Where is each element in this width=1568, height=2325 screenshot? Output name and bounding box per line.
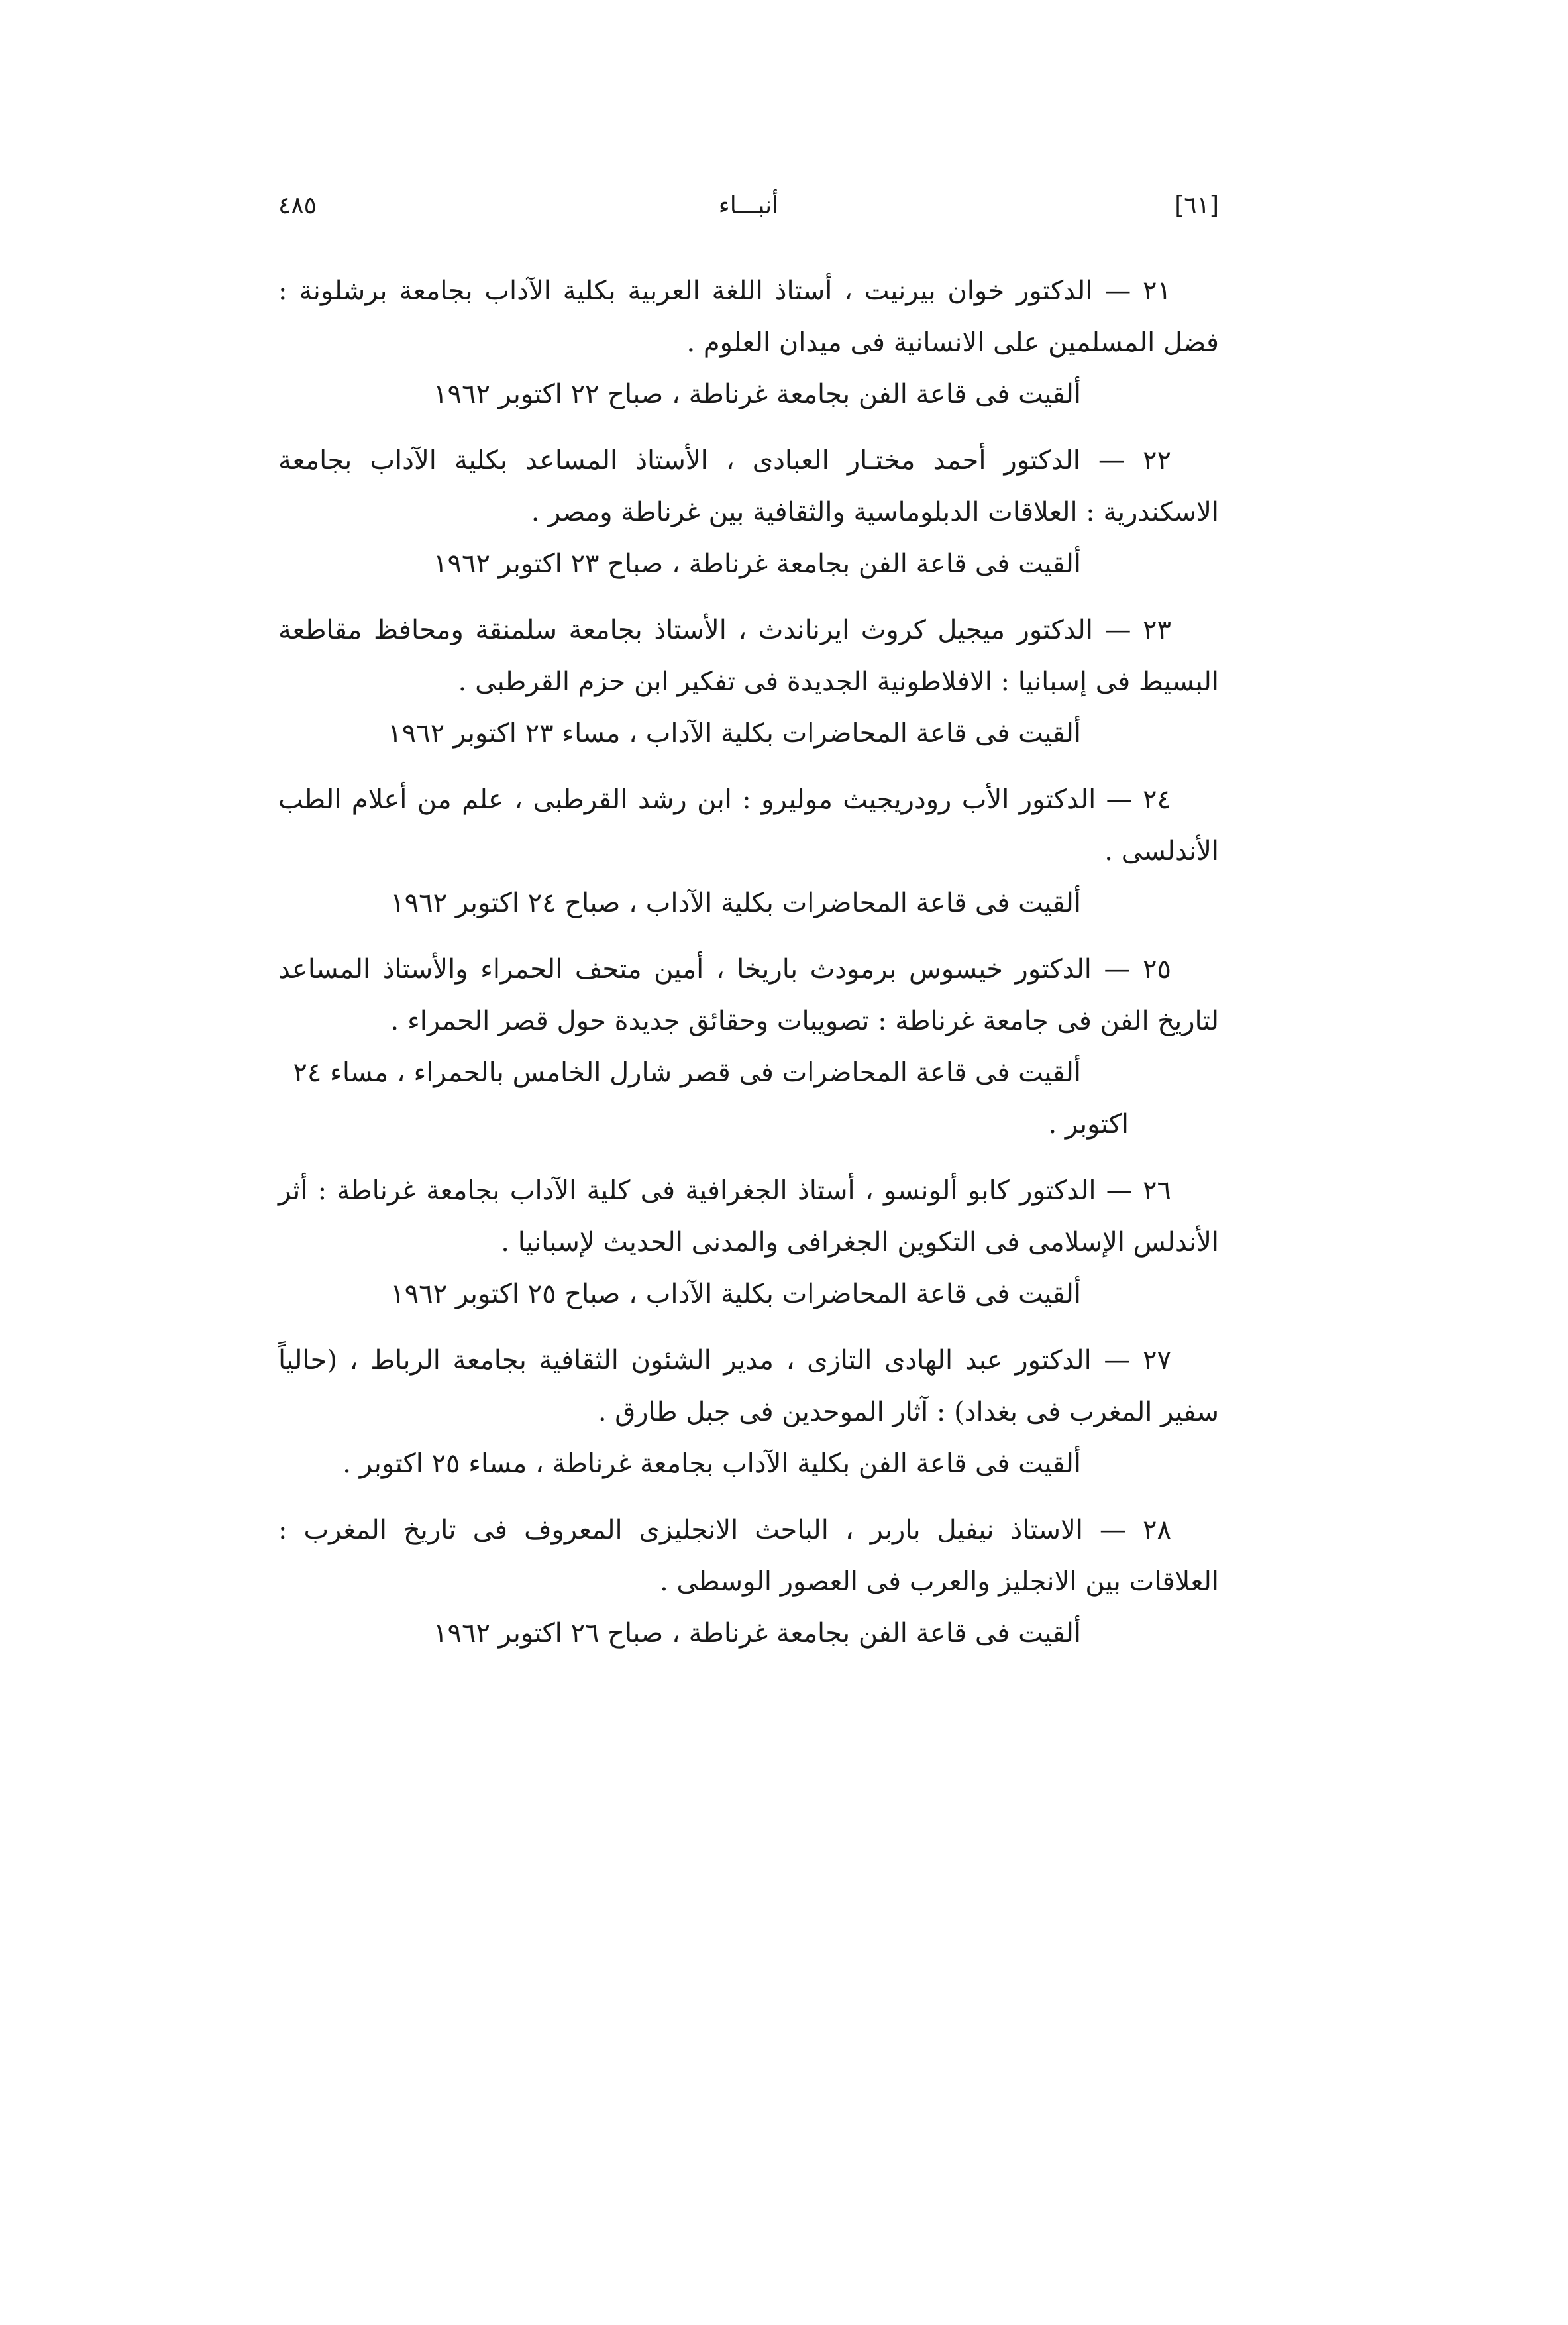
lecture-delivery-note: ألقيت فى قاعة الفن بكلية الآداب بجامعة غرناطة ، مساء ٢٥ اكتوبر . xyxy=(342,1448,1081,1479)
lecture-delivery-note: ألقيت فى قاعة المحاضرات بكلية الآداب ، مساء ٢٣ اكتوبر ١٩٦٢ xyxy=(388,718,1081,749)
page-header xyxy=(278,192,1219,245)
lecture-entry xyxy=(278,1334,1219,1489)
lecture-description: ٢٣ — الدكتور ميجيل كروث ايرناندث ، الأستاذ بجامعة سلمنقة ومحافظ مقاطعة البسيط فى إسبانيا : الافلاطونية الجديدة فى تفكير ابن حزم القرطبى . xyxy=(278,615,1219,697)
lecture-delivery-note: ألقيت فى قاعة الفن بجامعة غرناطة ، صباح ٢٦ اكتوبر ١٩٦٢ xyxy=(433,1618,1081,1649)
lecture-description: ٢١ — الدكتور خوان بيرنيت ، أستاذ اللغة العربية بكلية الآداب بجامعة برشلونة : فضل المسلمين على الانسانية فى ميدان العلوم . xyxy=(278,276,1219,358)
lecture-list xyxy=(278,265,1219,1674)
lecture-entry xyxy=(278,774,1219,929)
lecture-entry xyxy=(278,265,1219,420)
lecture-entry xyxy=(278,435,1219,590)
lecture-description: ٢٧ — الدكتور عبد الهادى التازى ، مدير الشئون الثقافية بجامعة الرباط ، (حالياً سفير المغرب فى بغداد) : آثار الموحدين فى جبل طارق . xyxy=(278,1345,1219,1427)
lecture-description: ٢٦ — الدكتور كابو ألونسو ، أستاذ الجغرافية فى كلية الآداب بجامعة غرناطة : أثر الأندلس الإسلامى فى التكوين الجغرافى والمدنى الحديث لإسبانيا . xyxy=(278,1175,1219,1258)
lecture-delivery-note: ألقيت فى قاعة المحاضرات فى قصر شارل الخامس بالحمراء ، مساء ٢٤ اكتوبر . xyxy=(293,1057,1129,1140)
lecture-delivery-note: ألقيت فى قاعة الفن بجامعة غرناطة ، صباح ٢٣ اكتوبر ١٩٦٢ xyxy=(433,549,1081,579)
lecture-description: ٢٢ — الدكتور أحمد مختـار العبادى ، الأستاذ المساعد بكلية الآداب بجامعة الاسكندرية : العلاقات الدبلوماسية والثقافية بين غرناطة ومصر . xyxy=(278,445,1219,527)
lecture-delivery-note: ألقيت فى قاعة المحاضرات بكلية الآداب ، صباح ٢٤ اكتوبر ١٩٦٢ xyxy=(390,888,1081,918)
section-number: [٦١] xyxy=(1175,192,1219,219)
lecture-description: ٢٨ — الاستاذ نيفيل باربر ، الباحث الانجليزى المعروف فى تاريخ المغرب : العلاقات بين الانجليز والعرب فى العصور الوسطى . xyxy=(278,1515,1219,1597)
lecture-entry xyxy=(278,604,1219,759)
lecture-delivery-note: ألقيت فى قاعة الفن بجامعة غرناطة ، صباح ٢٢ اكتوبر ١٩٦٢ xyxy=(433,379,1081,409)
lecture-entry xyxy=(278,944,1219,1150)
lecture-delivery-note: ألقيت فى قاعة المحاضرات بكلية الآداب ، صباح ٢٥ اكتوبر ١٩٦٢ xyxy=(390,1279,1081,1309)
lecture-entry xyxy=(278,1504,1219,1659)
lecture-description: ٢٤ — الدكتور الأب رودريجيث موليرو : ابن رشد القرطبى ، علم من أعلام الطب الأندلسى . xyxy=(278,784,1219,867)
page-number: ٤٨٥ xyxy=(278,192,317,219)
lecture-description: ٢٥ — الدكتور خيسوس برمودث باريخا ، أمين متحف الحمراء والأستاذ المساعد لتاريخ الفن فى جامعة غرناطة : تصويبات وحقائق جديدة حول قصر الحمراء . xyxy=(278,954,1219,1036)
lecture-entry xyxy=(278,1165,1219,1320)
running-title: أنبـــاء xyxy=(718,192,779,219)
